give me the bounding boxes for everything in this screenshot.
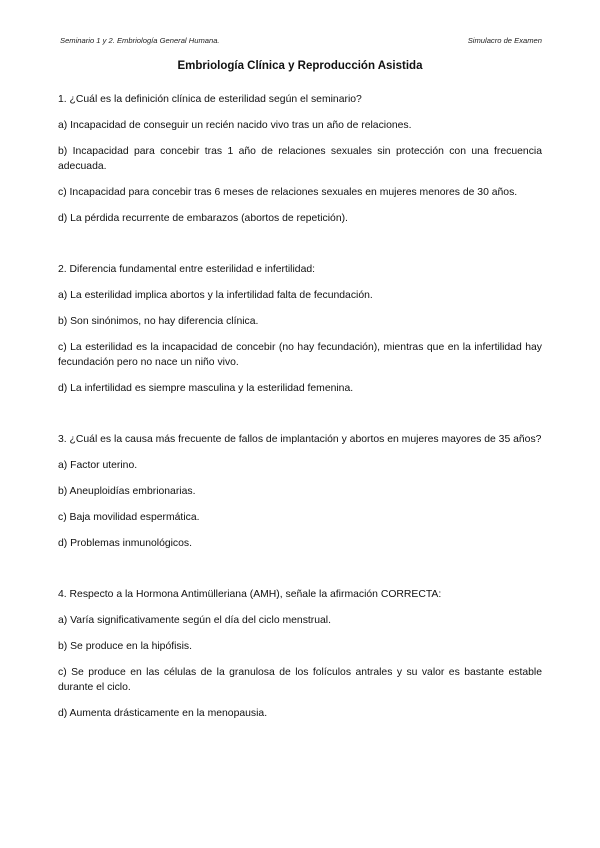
question-1-option-a: a) Incapacidad de conseguir un recién nacido vivo tras un año de relaciones. (58, 120, 412, 131)
question-2-option-b: b) Son sinónimos, no hay diferencia clínica. (58, 316, 259, 327)
question-block-1 (58, 92, 542, 226)
question-2-text: 2. Diferencia fundamental entre esterilidad e infertilidad: (58, 264, 316, 275)
header-left: Seminario 1 y 2. Embriología General Humana. (60, 36, 220, 45)
header-right: Simulacro de Examen (467, 36, 542, 45)
question-4-text: 4. Respecto a la Hormona Antimülleriana (AMH), señale la afirmación CORRECTA: (58, 589, 442, 600)
question-2-option-d: d) La infertilidad es siempre masculina y la esterilidad femenina. (58, 383, 354, 394)
question-3-option-d: d) Problemas inmunológicos. (58, 538, 192, 549)
question-list (58, 92, 542, 757)
question-1-option-c: c) Incapacidad para concebir tras 6 meses de relaciones sexuales en mujeres menores de 30 años. (58, 187, 518, 198)
question-block-4 (58, 587, 542, 721)
question-3-option-a: a) Factor uterino. (58, 460, 138, 471)
question-3-option-b: b) Aneuploidías embrionarias. (58, 486, 196, 497)
question-4-option-b: b) Se produce en la hipófisis. (58, 641, 193, 652)
question-2-option-c: c) La esterilidad es la incapacidad de concebir (no hay fecundación), mientras que en la infertilidad hay fecundación pero no nace un niño vivo. (58, 342, 542, 368)
question-1-text: 1. ¿Cuál es la definición clínica de esterilidad según el seminario? (58, 94, 362, 105)
question-4-option-d: d) Aumenta drásticamente en la menopausia. (58, 708, 268, 719)
question-4-option-c: c) Se produce en las células de la granulosa de los folículos antrales y su valor es bastante estable durante el ciclo. (58, 667, 542, 693)
question-block-2 (58, 262, 542, 396)
question-3-option-c: c) Baja movilidad espermática. (58, 512, 200, 523)
question-1-option-d: d) La pérdida recurrente de embarazos (abortos de repetición). (58, 213, 348, 224)
page-title: Embriología Clínica y Reproducción Asistida (177, 60, 423, 72)
question-2-option-a: a) La esterilidad implica abortos y la infertilidad falta de fecundación. (58, 290, 373, 301)
question-4-option-a: a) Varía significativamente según el día del ciclo menstrual. (58, 615, 331, 626)
question-3-text: 3. ¿Cuál es la causa más frecuente de fallos de implantación y abortos en mujeres mayores de 35 años? (58, 434, 542, 445)
question-1-option-b: b) Incapacidad para concebir tras 1 año de relaciones sexuales sin protección con una frecuencia adecuada. (58, 146, 542, 172)
question-block-3 (58, 432, 542, 551)
